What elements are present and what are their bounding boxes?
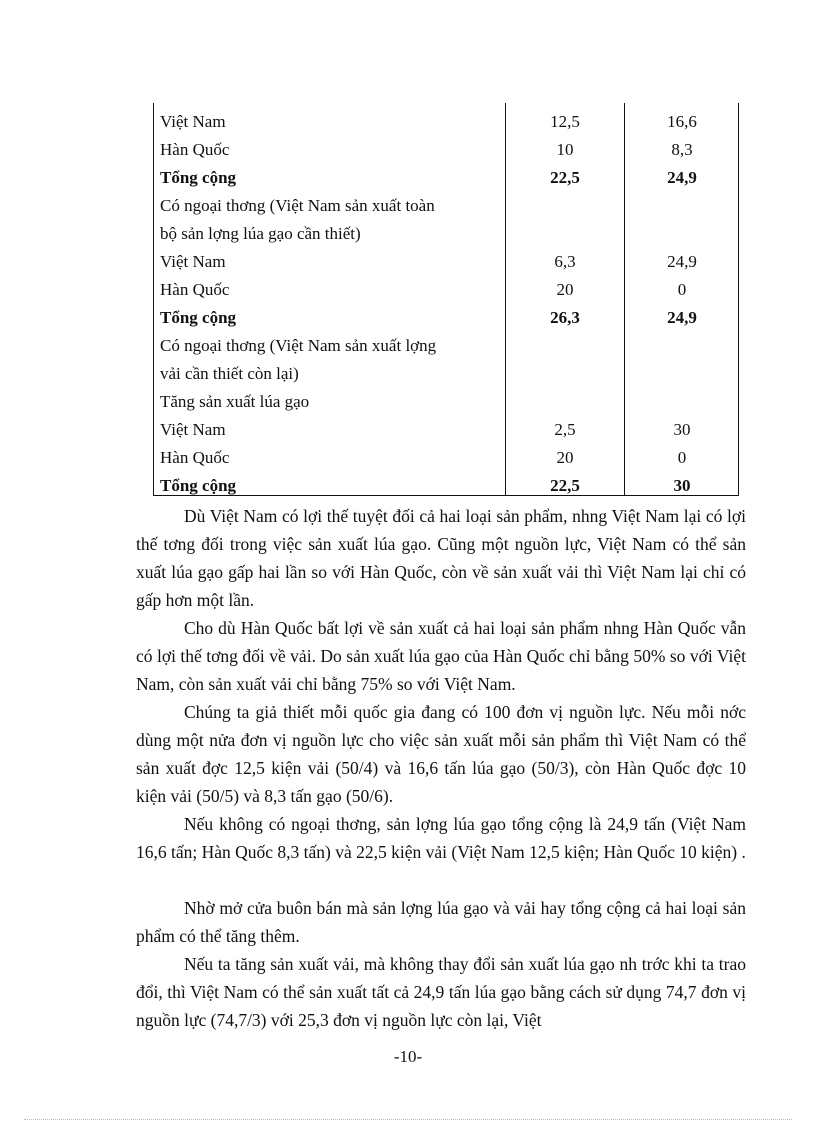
table-row xyxy=(153,192,739,220)
table-row xyxy=(153,416,739,444)
row-value-2: 0 xyxy=(677,448,687,467)
table-row xyxy=(153,248,739,276)
table-row xyxy=(153,360,739,388)
row-value-2: 8,3 xyxy=(671,140,693,159)
table-row xyxy=(153,220,739,248)
row-value-1: 12,5 xyxy=(550,112,580,131)
comparison-table xyxy=(153,103,739,496)
row-label: Việt Nam xyxy=(160,252,226,271)
row-value-1: 22,5 xyxy=(550,168,580,187)
paragraph xyxy=(136,614,746,698)
row-label: Có ngoại thơng (Việt Nam sản xuất lợng xyxy=(160,336,437,355)
table-row-total xyxy=(153,304,739,332)
paragraph-text: Chúng ta giả thiết mỗi quốc gia đang có 100 đơn vị nguồn lực. Nếu mỗi nớc dùng một nửa đơn vị nguồn lực cho việc sản xuất mỗi sản phẩm thì Việt Nam có thể sản xuất đợc 12,5 kiện vải (50/4) và 16,6 tấn lúa gạo (50/3), còn Hàn Quốc đợc 10 kiện vải (50/5) và 8,3 tấn gạo (50/6). xyxy=(136,702,746,806)
paragraph xyxy=(136,950,746,1034)
table-row xyxy=(153,108,739,136)
row-value-2: 16,6 xyxy=(667,112,697,131)
row-value-2: 24,9 xyxy=(667,308,697,327)
paragraph xyxy=(136,894,746,950)
paragraph-text: Cho dù Hàn Quốc bất lợi về sản xuất cả hai loại sản phẩm nhng Hàn Quốc vẫn có lợi thế tơng đối về vải. Do sản xuất lúa gạo của Hàn Quốc chỉ bằng 50% so với Việt Nam, còn sản xuất vải chỉ bằng 75% so với Việt Nam. xyxy=(136,618,746,694)
row-value-1: 10 xyxy=(556,140,574,159)
row-value-1: 6,3 xyxy=(554,252,576,271)
table-row xyxy=(153,444,739,472)
row-label: Tổng cộng xyxy=(160,476,237,495)
row-label: Hàn Quốc xyxy=(160,280,230,299)
paragraph-text: Dù Việt Nam có lợi thế tuyệt đối cả hai loại sản phẩm, nhng Việt Nam lại có lợi thế tơng đối trong việc sản xuất lúa gạo. Cũng một nguồn lực, Việt Nam có thể sản xuất lúa gạo gấp hai lần so với Hàn Quốc, còn về sản xuất vải thì Việt Nam lại chỉ có gấp hơn một lần. xyxy=(136,506,746,610)
row-label: Tổng cộng xyxy=(160,168,237,187)
row-value-1: 20 xyxy=(556,280,574,299)
paragraph xyxy=(136,502,746,614)
row-label: Việt Nam xyxy=(160,112,226,131)
row-value-1: 20 xyxy=(556,448,574,467)
row-label: Hàn Quốc xyxy=(160,448,230,467)
row-value-1: 22,5 xyxy=(550,476,580,495)
row-value-2: 0 xyxy=(677,280,687,299)
row-label: vải cần thiết còn lại) xyxy=(160,364,299,383)
table-row xyxy=(153,388,739,416)
row-label: Tổng cộng xyxy=(160,308,237,327)
row-label: Việt Nam xyxy=(160,420,226,439)
table-row xyxy=(153,332,739,360)
paragraph-text: Nếu ta tăng sản xuất vải, mà không thay đổi sản xuất lúa gạo nh trớc khi ta trao đổi, thì Việt Nam có thể sản xuất tất cả 24,9 tấn lúa gạo bằng cách sử dụng 74,7 đơn vị nguồn lực (74,7/3) với 25,3 đơn vị nguồn lực còn lại, Việt xyxy=(136,954,746,1030)
table-row xyxy=(153,276,739,304)
table-row-total xyxy=(153,164,739,192)
row-value-1: 26,3 xyxy=(550,308,580,327)
table-row-total xyxy=(153,472,739,500)
row-value-2: 24,9 xyxy=(667,168,697,187)
page-number: -10- xyxy=(393,1047,423,1066)
paragraph xyxy=(136,698,746,810)
row-label: Tăng sản xuất lúa gạo xyxy=(160,392,310,411)
row-value-2: 24,9 xyxy=(667,252,697,271)
row-value-1: 2,5 xyxy=(554,420,576,439)
table-row xyxy=(153,136,739,164)
paragraph-text: Nếu không có ngoại thơng, sản lợng lúa gạo tổng cộng là 24,9 tấn (Việt Nam 16,6 tấn; Hàn Quốc 8,3 tấn) và 22,5 kiện vải (Việt Nam 12,5 kiện; Hàn Quốc 10 kiện) . xyxy=(136,814,746,862)
paragraph xyxy=(136,810,746,866)
paragraph-text: Nhờ mở cửa buôn bán mà sản lợng lúa gạo và vải hay tổng cộng cả hai loại sản phẩm có thể tăng thêm. xyxy=(136,898,746,946)
row-label: bộ sản lợng lúa gạo cần thiết) xyxy=(160,224,361,243)
row-label: Hàn Quốc xyxy=(160,140,230,159)
row-value-2: 30 xyxy=(673,476,691,495)
row-value-2: 30 xyxy=(673,420,691,439)
footer-divider xyxy=(24,1119,792,1120)
row-label: Có ngoại thơng (Việt Nam sản xuất toàn xyxy=(160,196,435,215)
